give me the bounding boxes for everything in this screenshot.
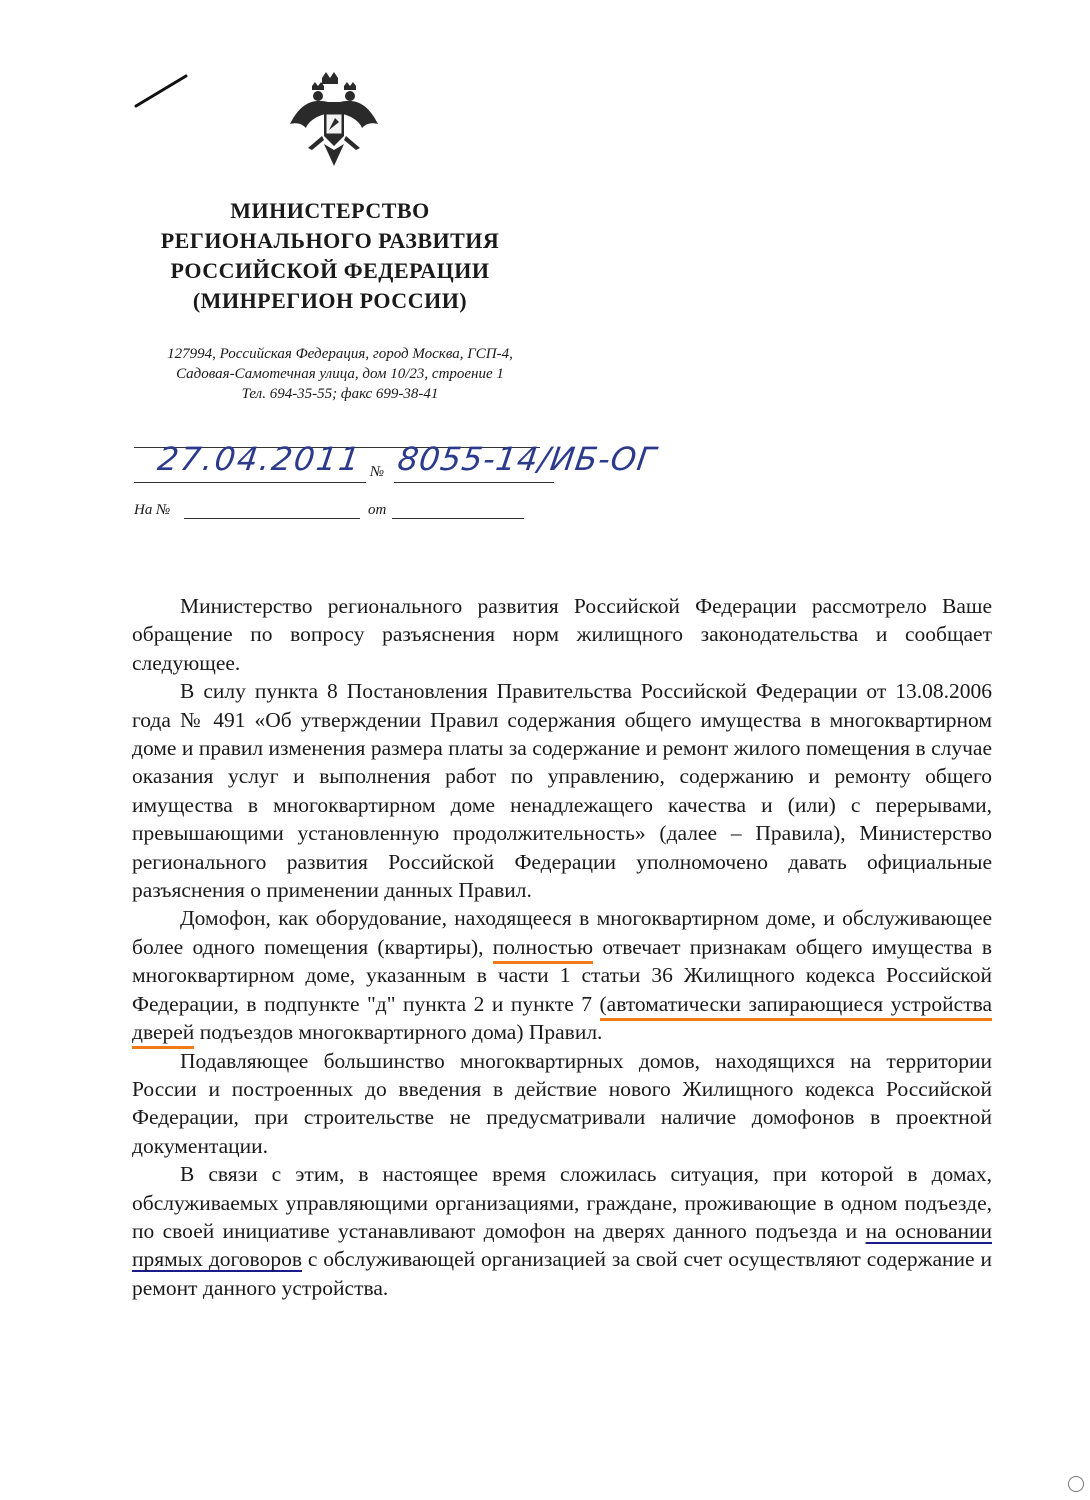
paragraph-3-text-c: подъездов многоквартирного дома) Правил. bbox=[194, 1020, 603, 1045]
paragraph-5-text-a: В связи с этим, в настоящее время сложилась ситуация, при которой в домах, обслуживаемых управляющими организациями, граждане, проживающие в одном подъезде, по своей инициативе устанавливают домофон на дверях данного подъезда и bbox=[132, 1162, 992, 1243]
ministry-address bbox=[100, 344, 580, 404]
underline-direct-contracts: на основании прямых договоров bbox=[132, 1218, 993, 1272]
paragraph-4: Подавляющее большинство многоквартирных домов, находящихся на территории России и построенных до введения в действие нового Жилищного кодекса Российской Федерации, при строительстве не предусматривали наличие домофонов в проектной документации. bbox=[132, 1048, 992, 1158]
number-underline bbox=[394, 482, 554, 483]
paragraph-3 bbox=[132, 904, 992, 1046]
ministry-name bbox=[120, 196, 540, 316]
date-underline bbox=[134, 482, 366, 483]
pen-mark-icon bbox=[132, 72, 192, 112]
reply-to-label: На № bbox=[134, 502, 171, 518]
ministry-name-line-1: МИНИСТЕРСТВО bbox=[230, 198, 430, 223]
paragraph-3-text-b: отвечает признакам общего имущества в многоквартирном доме, указанным в части 1 статьи 36 Жилищного кодекса Российской Федерации, в подпункте "д" пункта 2 и пункте 7 bbox=[132, 934, 993, 1016]
reply-to-blank bbox=[184, 518, 360, 519]
number-label: № bbox=[370, 464, 385, 480]
highlight-fully: полностью bbox=[493, 935, 593, 964]
ministry-name-line-4: (МИНРЕГИОН РОССИИ) bbox=[192, 288, 468, 313]
paragraph-5 bbox=[132, 1160, 992, 1302]
handwritten-registration-number: 8055-14/ИБ-ОГ bbox=[395, 440, 659, 478]
highlight-door-locking-devices: (автоматически запирающиеся устройства дверей bbox=[132, 992, 992, 1049]
scan-artifact bbox=[1068, 1476, 1084, 1492]
from-blank bbox=[392, 518, 524, 519]
address-line-1: 127994, Российская Федерация, город Москва, ГСП-4, bbox=[167, 346, 513, 362]
paragraph-2: В силу пункта 8 Постановления Правительства Российской Федерации от 13.08.2006 года № 491 «Об утверждении Правил содержания общего имущества в многоквартирном доме и правил изменения размера платы за содержание и ремонт жилого помещения в случае оказания услуг и выполнения работ по управлению, содержанию и ремонту общего имущества в многоквартирном доме ненадлежащего качества и (или) с перерывами, превышающими установленную продолжительность» (далее – Правила), Министерство регионального развития Российской Федерации уполномочено давать официальные разъяснения о применении данных Правил. bbox=[132, 679, 992, 903]
handwritten-date: 27.04.2011 bbox=[155, 440, 364, 478]
address-line-3: Тел. 694-35-55; факс 699-38-41 bbox=[241, 386, 439, 402]
paragraph-3-text-a: Домофон, как оборудование, находящееся в многоквартирном доме, и обслуживающее более одного помещения (квартиры), bbox=[132, 906, 992, 959]
letter-body bbox=[132, 592, 992, 1302]
from-label: от bbox=[368, 502, 387, 518]
paragraph-1: Министерство регионального развития Российской Федерации рассмотрело Ваше обращение по вопросу разъяснения норм жилищного законодательства и сообщает следующее. bbox=[132, 594, 992, 675]
address-line-2: Садовая-Самотечная улица, дом 10/23, строение 1 bbox=[176, 366, 504, 382]
paragraph-5-text-b: с обслуживающей организацией за свой счет осуществляют содержание и ремонт данного устройства. bbox=[132, 1247, 992, 1300]
coat-of-arms-icon bbox=[282, 68, 386, 172]
ministry-name-line-2: РЕГИОНАЛЬНОГО РАЗВИТИЯ bbox=[160, 228, 500, 253]
ministry-name-line-3: РОССИЙСКОЙ ФЕДЕРАЦИИ bbox=[170, 258, 490, 283]
